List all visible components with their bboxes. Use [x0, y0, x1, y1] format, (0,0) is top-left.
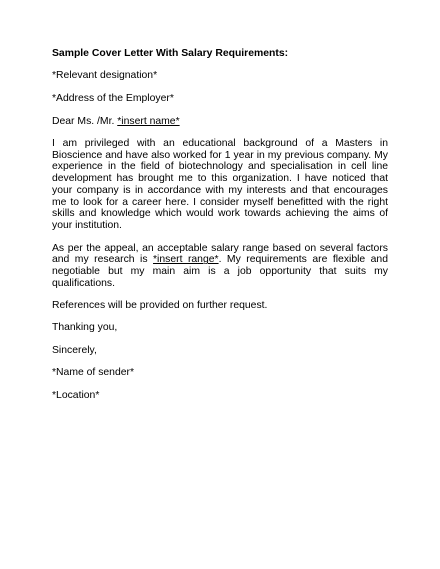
salutation	[52, 116, 388, 128]
sender-name-placeholder: *Name of sender*	[52, 367, 135, 379]
salary-text-after: . My requirements are flexible and negotiable but my main aim is a job opportunity that suits my qualifications.	[52, 254, 388, 289]
employer-address-placeholder: *Address of the Employer*	[52, 93, 174, 104]
location-placeholder: *Location*	[52, 390, 100, 402]
recipient-name-placeholder: *insert name*	[117, 116, 180, 127]
cover-letter-document	[52, 48, 388, 402]
letter-title: Sample Cover Letter With Salary Requirements:	[52, 48, 289, 59]
salary-text-before: As per the appeal, an acceptable salary range based on several factors and my research is	[52, 242, 388, 266]
designation-placeholder: *Relevant designation*	[52, 70, 158, 81]
salutation-prefix: Dear Ms. /Mr.	[52, 116, 118, 127]
references-line: References will be provided on further request.	[52, 300, 268, 312]
closing-line: Sincerely,	[52, 345, 97, 357]
thanks-line: Thanking you,	[52, 322, 118, 334]
salary-range-placeholder: *insert range*	[153, 254, 219, 266]
body-paragraph-1: I am privileged with an educational background of a Masters in Bioscience and have also worked for 1 year in my previous company. My experience in the field of biotechnology and specialisation in cell line development has brought me to this organization. I have noticed that your company is in accordance with my interests and that encourages me to look for a career here. I consider myself benefitted with the right skills and knowledge which would work towards achieving the aims of your institution.	[52, 138, 388, 231]
body-paragraph-2	[52, 243, 388, 290]
